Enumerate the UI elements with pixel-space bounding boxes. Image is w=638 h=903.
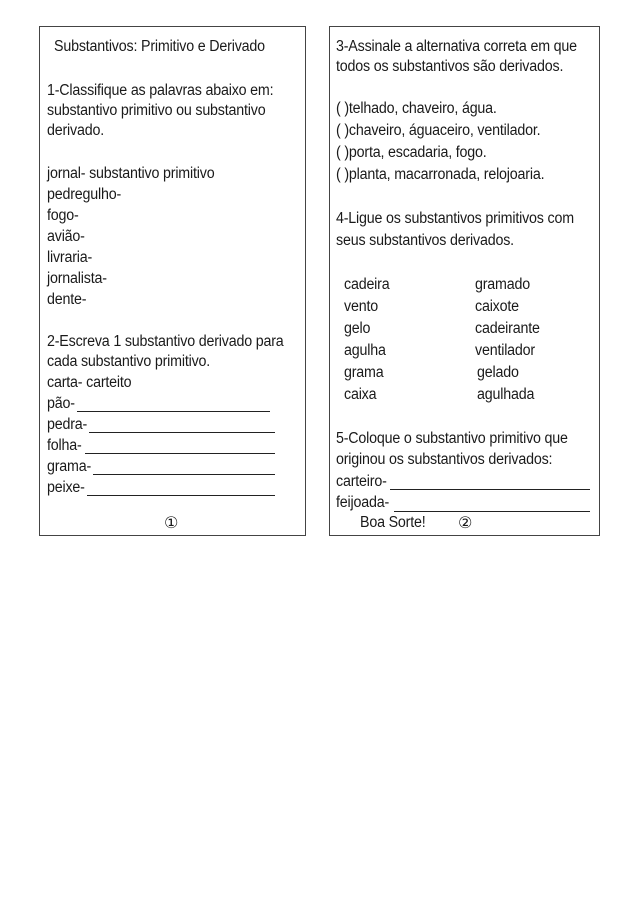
q4-derived-agulhada[interactable]: agulhada — [477, 386, 535, 403]
q4-derived-ventilador[interactable]: ventilador — [475, 342, 536, 359]
q1-instruction-line-1: 1-Classifique as palavras abaixo em: — [47, 82, 274, 99]
worksheet-card-1 — [39, 26, 306, 536]
q4-derived-gramado[interactable]: gramado — [475, 276, 530, 293]
q4-primitive-vento[interactable]: vento — [344, 298, 378, 315]
q2-answer-line-peixe[interactable] — [87, 495, 275, 496]
q3-instruction-line-2: todos os substantivos são derivados. — [336, 58, 564, 75]
q4-primitive-grama[interactable]: grama — [344, 364, 384, 381]
q4-derived-caixote[interactable]: caixote — [475, 298, 519, 315]
q2-instruction-line-2: cada substantivo primitivo. — [47, 353, 211, 370]
q2-answer-line-folha[interactable] — [85, 453, 275, 454]
q2-word-pao: pão- — [47, 395, 75, 412]
q2-answer-line-grama[interactable] — [93, 474, 275, 475]
q5-instruction-line-2: originou os substantivos derivados: — [336, 451, 553, 468]
q3-option-3[interactable]: ( )porta, escadaria, fogo. — [336, 144, 487, 161]
q1-word-livraria: livraria- — [47, 249, 93, 266]
q2-instruction-line-1: 2-Escreva 1 substantivo derivado para — [47, 333, 284, 350]
q2-answer-line-pao[interactable] — [77, 411, 270, 412]
worksheet-title: Substantivos: Primitivo e Derivado — [54, 38, 265, 55]
q1-word-jornal: jornal- substantivo primitivo — [47, 165, 215, 182]
q4-instruction-line-1: 4-Ligue os substantivos primitivos com — [336, 210, 574, 227]
worksheet-card-2 — [329, 26, 600, 536]
q1-instruction-line-3: derivado. — [47, 122, 105, 139]
q5-answer-line-carteiro[interactable] — [390, 489, 590, 490]
q2-word-peixe: peixe- — [47, 479, 85, 496]
page-number-1: ① — [164, 513, 179, 532]
q2-word-folha: folha- — [47, 437, 82, 454]
q3-option-2[interactable]: ( )chaveiro, águaceiro, ventilador. — [336, 122, 541, 139]
q5-word-feijoada: feijoada- — [336, 494, 390, 511]
q4-primitive-gelo[interactable]: gelo — [344, 320, 371, 337]
q1-word-aviao: avião- — [47, 228, 85, 245]
q3-instruction-line-1: 3-Assinale a alternativa correta em que — [336, 38, 577, 55]
closing-message: Boa Sorte! — [360, 514, 426, 531]
q5-answer-line-feijoada[interactable] — [394, 511, 590, 512]
q5-instruction-line-1: 5-Coloque o substantivo primitivo que — [336, 430, 568, 447]
q4-derived-gelado[interactable]: gelado — [477, 364, 519, 381]
q2-example: carta- carteito — [47, 374, 132, 391]
q3-option-4[interactable]: ( )planta, macarronada, relojoaria. — [336, 166, 545, 183]
q3-option-1[interactable]: ( )telhado, chaveiro, água. — [336, 100, 497, 117]
q1-instruction-line-2: substantivo primitivo ou substantivo — [47, 102, 266, 119]
q1-word-jornalista: jornalista- — [47, 270, 107, 287]
q1-word-dente: dente- — [47, 291, 87, 308]
q2-word-pedra: pedra- — [47, 416, 88, 433]
page-number-2: ② — [458, 513, 473, 532]
q5-word-carteiro: carteiro- — [336, 473, 387, 490]
q4-primitive-cadeira[interactable]: cadeira — [344, 276, 390, 293]
q4-primitive-caixa[interactable]: caixa — [344, 386, 377, 403]
q4-derived-cadeirante[interactable]: cadeirante — [475, 320, 540, 337]
q4-instruction-line-2: seus substantivos derivados. — [336, 232, 514, 249]
q4-primitive-agulha[interactable]: agulha — [344, 342, 386, 359]
q2-answer-line-pedra[interactable] — [89, 432, 275, 433]
q1-word-pedregulho: pedregulho- — [47, 186, 122, 203]
q2-word-grama: grama- — [47, 458, 92, 475]
q1-word-fogo: fogo- — [47, 207, 79, 224]
